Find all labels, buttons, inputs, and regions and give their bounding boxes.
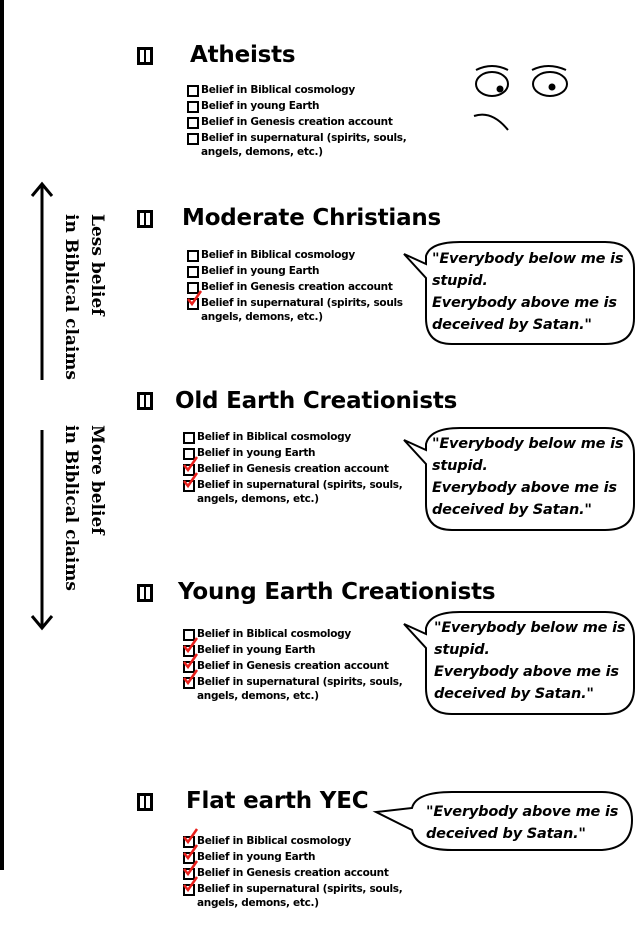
quote-line: deceived by Satan." <box>426 826 586 842</box>
belief-item-label: Belief in supernatural (spirits, souls, angels, demons, etc.) <box>197 676 403 702</box>
belief-item-label: Belief in young Earth <box>197 851 316 863</box>
tier-title-old-earth-creationists: Old Earth Creationists <box>175 388 458 414</box>
quote-line: "Everybody below me is <box>432 436 624 452</box>
checkbox-icon <box>187 117 199 129</box>
quote-line: "Everybody below me is <box>434 620 626 636</box>
belief-item-label: Belief in supernatural (spirits, souls angels, demons, etc.) <box>201 297 403 323</box>
quote-line: "Everybody below me is <box>432 251 624 267</box>
belief-item <box>183 627 418 641</box>
less-belief-line-1: Less belief <box>87 214 107 316</box>
belief-item-label: Belief in Biblical cosmology <box>197 835 351 847</box>
quote-line: deceived by Satan." <box>432 317 592 333</box>
checkmark-icon <box>182 861 198 877</box>
checkbox-icon <box>187 250 199 262</box>
belief-item <box>183 430 418 444</box>
belief-item <box>183 478 418 506</box>
checklist-atheists <box>187 83 422 161</box>
checklist-young-earth-creationists <box>183 627 418 705</box>
belief-item-label: Belief in young Earth <box>201 265 320 277</box>
tier-marker <box>137 793 153 811</box>
checkmark-icon <box>182 877 198 893</box>
speech-bubble-text <box>434 617 625 705</box>
belief-item <box>183 643 418 657</box>
tier-marker <box>137 584 153 602</box>
face-doodle-icon <box>462 58 592 142</box>
belief-item <box>187 296 422 324</box>
speech-bubble-text <box>432 433 623 521</box>
belief-item-label: Belief in supernatural (spirits, souls, angels, demons, etc.) <box>197 479 403 505</box>
belief-item-label: Belief in Biblical cosmology <box>197 628 351 640</box>
more-belief-label <box>58 425 110 591</box>
tier-marker <box>137 210 153 228</box>
down-arrow-icon <box>30 428 54 638</box>
speech-bubble-text <box>432 248 623 336</box>
checkbox-icon <box>187 101 199 113</box>
belief-item-label: Belief in Genesis creation account <box>201 281 393 293</box>
quote-line: stupid. <box>434 642 490 658</box>
quote-line: deceived by Satan." <box>434 686 594 702</box>
belief-item <box>187 248 422 262</box>
belief-item-label: Belief in young Earth <box>197 644 316 656</box>
belief-item-label: Belief in supernatural (spirits, souls, angels, demons, etc.) <box>201 132 407 158</box>
belief-item <box>187 131 422 159</box>
quote-line: Everybody above me is <box>432 295 617 311</box>
tier-marker <box>137 47 153 65</box>
belief-item-label: Belief in Biblical cosmology <box>197 431 351 443</box>
belief-item-label: Belief in supernatural (spirits, souls, angels, demons, etc.) <box>197 883 403 909</box>
checklist-moderate-christians <box>187 248 422 326</box>
tier-title-flat-earth-yec: Flat earth YEC <box>186 788 369 814</box>
checklist-old-earth-creationists <box>183 430 418 508</box>
checkmark-icon <box>182 473 198 489</box>
checkmark-icon <box>182 845 198 861</box>
belief-item <box>183 882 418 910</box>
quote-line: "Everybody above me is <box>426 804 619 820</box>
belief-item-label: Belief in Genesis creation account <box>197 867 389 879</box>
more-belief-line-2: in Biblical claims <box>61 425 81 591</box>
quote-line: Everybody above me is <box>434 664 619 680</box>
less-belief-line-2: in Biblical claims <box>61 214 81 380</box>
quote-line: stupid. <box>432 273 488 289</box>
belief-item <box>183 462 418 476</box>
belief-item-label: Belief in young Earth <box>201 100 320 112</box>
belief-item <box>183 675 418 703</box>
belief-item-label: Belief in young Earth <box>197 447 316 459</box>
checkbox-icon <box>187 133 199 145</box>
checkmark-icon <box>186 291 202 307</box>
checkbox-icon <box>183 432 195 444</box>
belief-item <box>183 866 418 880</box>
belief-item <box>187 264 422 278</box>
quote-line: stupid. <box>432 458 488 474</box>
belief-item-label: Belief in Genesis creation account <box>197 660 389 672</box>
quote-line: Everybody above me is <box>432 480 617 496</box>
tier-marker <box>137 392 153 410</box>
belief-item <box>183 446 418 460</box>
tier-title-young-earth-creationists: Young Earth Creationists <box>178 579 496 605</box>
tier-title-moderate-christians: Moderate Christians <box>182 205 442 231</box>
checkbox-icon <box>187 85 199 97</box>
less-belief-label <box>58 214 110 380</box>
belief-item-label: Belief in Biblical cosmology <box>201 84 355 96</box>
belief-item <box>187 115 422 129</box>
checkbox-icon <box>187 266 199 278</box>
checkmark-icon <box>182 457 198 473</box>
belief-item <box>183 659 418 673</box>
belief-item-label: Belief in Genesis creation account <box>197 463 389 475</box>
checkmark-icon <box>182 670 198 686</box>
belief-item <box>187 280 422 294</box>
belief-item-label: Belief in Genesis creation account <box>201 116 393 128</box>
speech-bubble-text <box>426 801 618 845</box>
up-arrow-icon <box>30 180 54 390</box>
checkmark-icon <box>182 829 198 845</box>
checkmark-icon <box>182 654 198 670</box>
quote-line: deceived by Satan." <box>432 502 592 518</box>
checkmark-icon <box>182 638 198 654</box>
timeline-spine <box>0 0 4 870</box>
belief-item <box>187 99 422 113</box>
more-belief-line-1: More belief <box>87 425 107 535</box>
belief-item-label: Belief in Biblical cosmology <box>201 249 355 261</box>
tier-title-atheists: Atheists <box>190 42 296 68</box>
belief-item <box>187 83 422 97</box>
